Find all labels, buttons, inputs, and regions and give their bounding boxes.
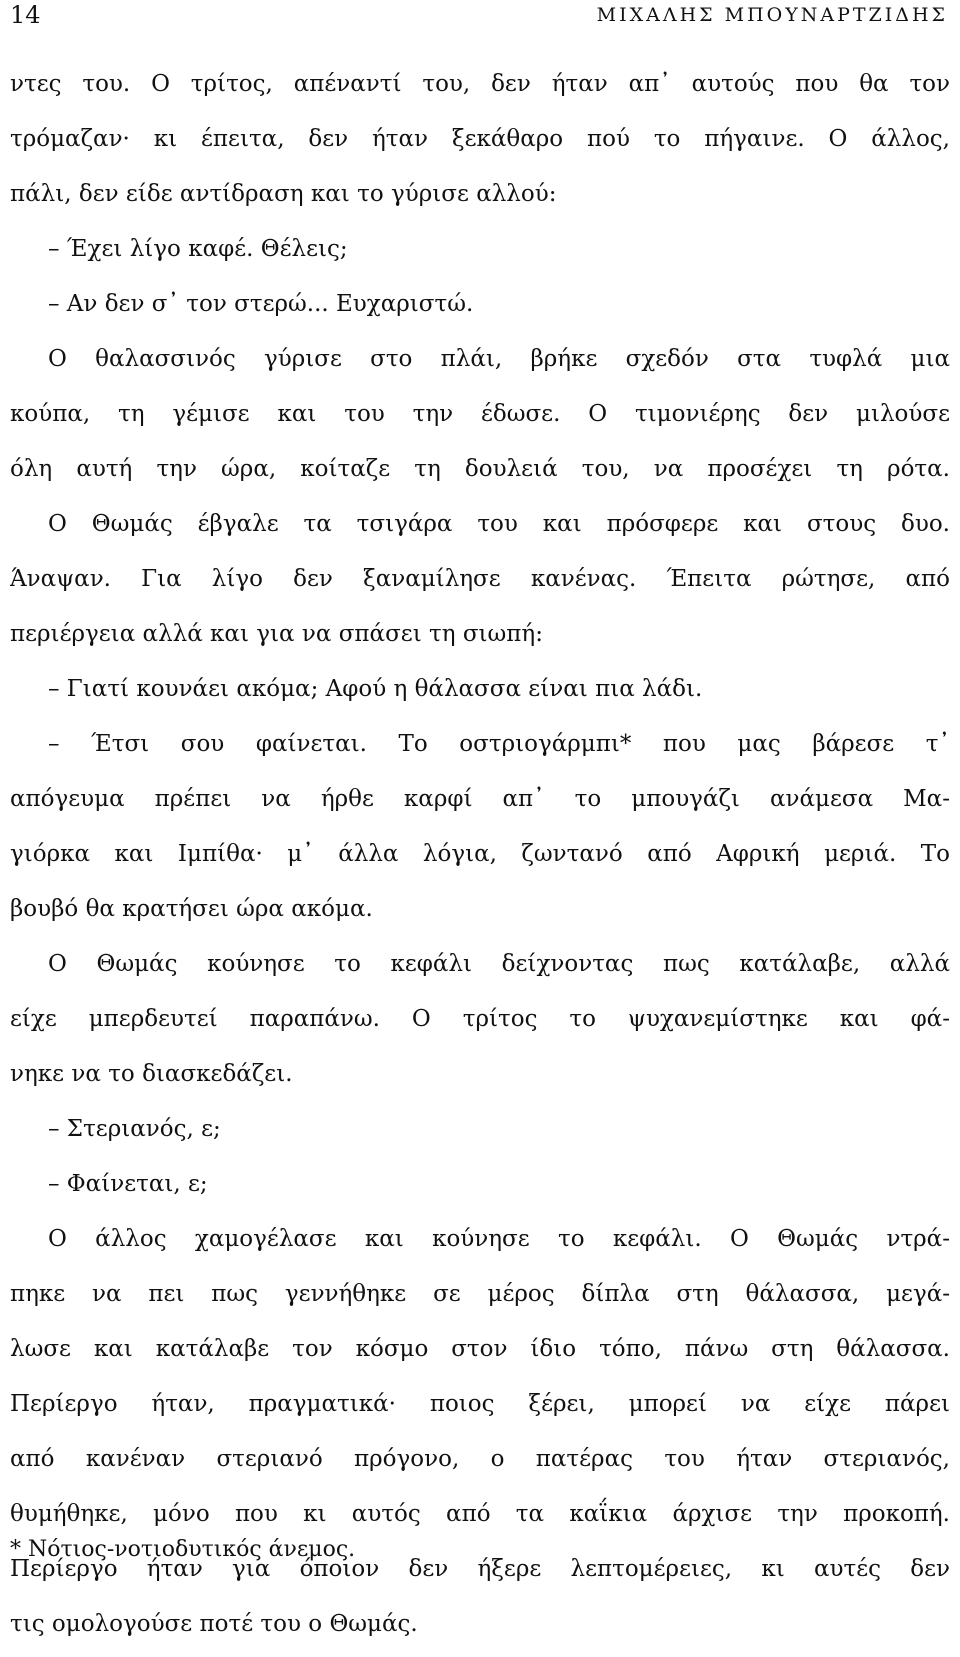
text-line: περιέργεια αλλά και για να σπάσει τη σιωπή: (10, 621, 543, 647)
page-number: 14 (10, 1, 41, 29)
paragraph-start-line: Ο άλλος χαμογέλασε και κούνησε το κεφάλι. Ο Θωμάς ντρά- (48, 1226, 950, 1252)
text-line: τρόμαζαν· κι έπειτα, δεν ήταν ξεκάθαρο πού το πήγαινε. Ο άλλος, (10, 126, 950, 152)
dialogue-line: – Στεριανός, ε; (48, 1116, 221, 1142)
body-text (10, 62, 950, 1657)
page-header (10, 0, 948, 30)
text-line: τις ομολογούσε ποτέ του ο Θωμάς. (10, 1611, 418, 1637)
text-line: γιόρκα και Ιμπίθα· μ᾽ άλλα λόγια, ζωντανό από Αφρική μεριά. Το (10, 841, 950, 867)
text-line: από κανέναν στεριανό πρόγονο, ο πατέρας του ήταν στεριανός, (10, 1446, 950, 1472)
text-line: πηκε να πει πως γεννήθηκε σε μέρος δίπλα στη θάλασσα, μεγά- (10, 1281, 950, 1307)
footnote: * Νότιος-νοτιοδυτικός άνεμος. (10, 1537, 356, 1562)
text-line: Άναψαν. Για λίγο δεν ξαναμίλησε κανένας. Έπειτα ρώτησε, από (10, 566, 950, 592)
text-line: απόγευμα πρέπει να ήρθε καρφί απ᾽ το μπουγάζι ανάμεσα Μα- (10, 786, 950, 812)
text-line: πάλι, δεν είδε αντίδραση και το γύρισε αλλού: (10, 181, 557, 207)
running-head-author: ΜΙΧΑΛΗΣ ΜΠΟΥΝΑΡΤΖΙΔΗΣ (596, 4, 948, 26)
text-line: ντες του. Ο τρίτος, απέναντί του, δεν ήταν απ᾽ αυτούς που θα τον (10, 71, 950, 97)
text-line: Περίεργο ήταν, πραγματικά· ποιος ξέρει, μπορεί να είχε πάρει (10, 1391, 950, 1417)
text-line: Περίεργο ήταν για όποιον δεν ήξερε λεπτομέρειες, κι αυτές δεν (10, 1556, 950, 1582)
text-line: είχε μπερδευτεί παραπάνω. Ο τρίτος το ψυχανεμίστηκε και φά- (10, 1006, 950, 1032)
dialogue-line: – Αν δεν σ᾽ τον στερώ... Ευχαριστώ. (48, 291, 474, 317)
paragraph-start-line: Ο θαλασσινός γύρισε στο πλάι, βρήκε σχεδόν στα τυφλά μια (48, 346, 950, 372)
paragraph-start-line: Ο Θωμάς έβγαλε τα τσιγάρα του και πρόσφερε και στους δυο. (48, 511, 950, 537)
dialogue-line: – Έτσι σου φαίνεται. Το οστριογάρμπι* που μας βάρεσε τ᾽ (48, 731, 950, 757)
text-line: βουβό θα κρατήσει ώρα ακόμα. (10, 896, 373, 922)
dialogue-line: – Φαίνεται, ε; (48, 1171, 208, 1197)
paragraph-start-line: Ο Θωμάς κούνησε το κεφάλι δείχνοντας πως κατάλαβε, αλλά (48, 951, 950, 977)
dialogue-line: – Γιατί κουνάει ακόμα; Αφού η θάλασσα είναι πια λάδι. (48, 676, 703, 702)
dialogue-line: – Έχει λίγο καφέ. Θέλεις; (48, 236, 348, 262)
text-line: νηκε να το διασκεδάζει. (10, 1061, 293, 1087)
text-line: κούπα, τη γέμισε και του την έδωσε. Ο τιμονιέρης δεν μιλούσε (10, 401, 950, 427)
text-line: όλη αυτή την ώρα, κοίταζε τη δουλειά του, να προσέχει τη ρότα. (10, 456, 950, 482)
text-line: λωσε και κατάλαβε τον κόσμο στον ίδιο τόπο, πάνω στη θάλασσα. (10, 1336, 950, 1362)
text-line: θυμήθηκε, μόνο που κι αυτός από τα καΐκια άρχισε την προκοπή. (10, 1501, 950, 1527)
